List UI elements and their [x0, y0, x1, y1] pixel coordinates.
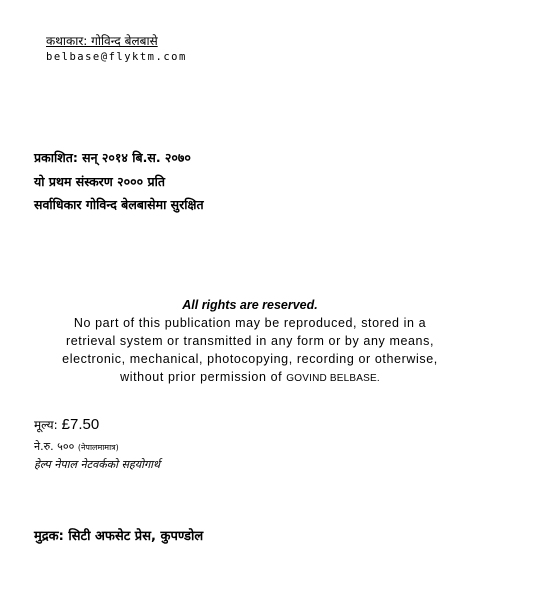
copyright-holder: सर्वाधिकार गोविन्द बेलबासेमा सुरक्षित [34, 197, 204, 212]
price-nepal-row [34, 441, 119, 452]
rights-line-2: retrieval system or transmitted in any form or by any means, [65, 334, 435, 348]
author-email: belbase@flyktm.com [46, 51, 187, 63]
rights-title: All rights are reserved. [182, 298, 318, 312]
edition-info: यो प्रथम संस्करण २००० प्रति [34, 174, 166, 189]
price-row [34, 417, 99, 432]
rights-line-3: electronic, mechanical, photocopying, recording or otherwise, [62, 352, 438, 366]
author-credit: कथाकार: गोविन्द बेलबासे [46, 34, 158, 48]
rights-line-1: No part of this publication may be reproduced, stored in a [73, 316, 427, 330]
price-nepal: ने.रु. ५०० [34, 440, 75, 453]
price-nepal-note: (नेपालमामात्र) [77, 443, 119, 452]
price-label: मूल्य: [34, 418, 58, 432]
publication-date: प्रकाशित: सन् २०१४ बि.स. २०७० [34, 150, 191, 165]
rights-notice [30, 296, 470, 388]
support-note: हेल्प नेपाल नेटवर्कको सहयोगार्थ [34, 458, 161, 471]
rights-line-4-text: without prior permission of [120, 370, 283, 384]
rights-holder-name: GOVIND BELBASE. [286, 373, 380, 384]
printer-credit: मुद्रक: सिटी अफसेट प्रेस, कुपण्डोल [34, 529, 204, 544]
price-value: £7.50 [61, 416, 100, 433]
rights-line-4 [30, 368, 470, 388]
